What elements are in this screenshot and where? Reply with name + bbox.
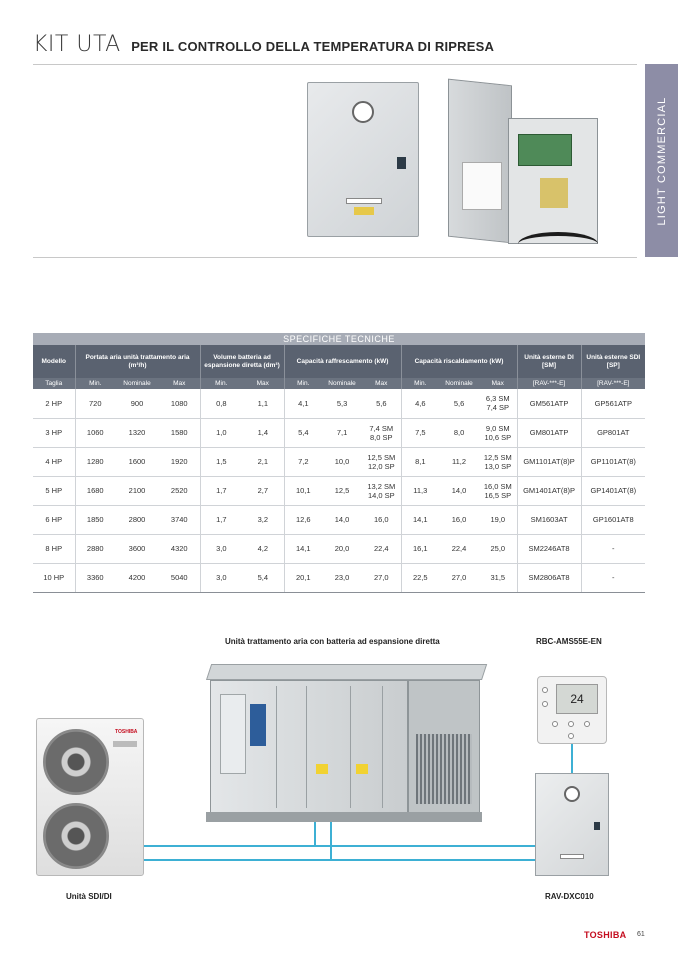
ahu-caption: Unità trattamento aria con batteria ad espansione diretta <box>225 637 440 646</box>
table-cell-c-max: 7,4 SM 8,0 SP <box>362 418 401 447</box>
box-door <box>448 79 512 244</box>
table-cell-sdi: GP1101AT(8) <box>581 447 645 476</box>
remote-button-icon <box>552 721 558 727</box>
remote-button-icon <box>584 721 590 727</box>
table-cell-v-min: 3,0 <box>200 563 242 592</box>
table-cell-p-nom: 2100 <box>115 476 159 505</box>
footer-brand-logo: TOSHIBA <box>584 930 627 940</box>
air-handling-unit-image <box>206 664 482 826</box>
table-cell-c-min: 20,1 <box>284 563 322 592</box>
table-cell-h-max: 9,0 SM 10,6 SP <box>479 418 517 447</box>
table-cell-di: GM561ATP <box>517 389 581 418</box>
col-unita-sdi-code: [RAV-***-E] <box>581 378 645 389</box>
table-cell-p-max: 1080 <box>159 389 200 418</box>
col-risc-min: Min. <box>401 378 439 389</box>
specs-table-caption: SPECIFICHE TECNICHE <box>33 333 645 345</box>
table-cell-h-min: 7,5 <box>401 418 439 447</box>
box-lock-icon <box>397 157 406 169</box>
ahu-panel-line <box>350 686 351 808</box>
table-cell-p-min: 3360 <box>75 563 115 592</box>
table-cell-v-max: 2,7 <box>242 476 284 505</box>
box-warning-sticker <box>354 207 374 215</box>
ahu-inspection-window <box>220 694 246 774</box>
box-circuit-board <box>518 134 572 166</box>
table-cell-c-nom: 10,0 <box>322 447 362 476</box>
table-cell-sdi: GP1401AT(8) <box>581 476 645 505</box>
fan-icon <box>43 729 109 795</box>
table-row <box>33 563 645 592</box>
specs-table <box>33 333 645 593</box>
table-cell-v-min: 1,7 <box>200 505 242 534</box>
table-cell-h-max: 6,3 SM 7,4 SP <box>479 389 517 418</box>
table-cell-h-max: 19,0 <box>479 505 517 534</box>
col-raff-max: Max <box>362 378 401 389</box>
col-group-volume: Volume batteria ad espansione diretta (dm³) <box>200 345 284 378</box>
table-cell-di: GM801ATP <box>517 418 581 447</box>
control-box-open-image <box>448 82 600 257</box>
remote-display: 24 <box>556 684 598 714</box>
table-cell-c-min: 4,1 <box>284 389 322 418</box>
controller-caption: RAV-DXC010 <box>545 892 594 901</box>
page-number: 61 <box>637 931 645 938</box>
box-nameplate <box>560 854 584 859</box>
col-unita-di-code: [RAV-***-E] <box>517 378 581 389</box>
col-portata-nominale: Nominale <box>115 378 159 389</box>
table-cell-c-nom: 5,3 <box>322 389 362 418</box>
ahu-panel-line <box>306 686 307 808</box>
table-cell-v-min: 0,8 <box>200 389 242 418</box>
table-cell-sdi: GP801AT <box>581 418 645 447</box>
col-volume-max: Max <box>242 378 284 389</box>
table-cell-h-nom: 5,6 <box>439 389 479 418</box>
warning-icon <box>316 764 328 774</box>
remote-button-icon <box>542 701 548 707</box>
ahu-panel-line <box>382 686 383 808</box>
col-raff-nominale: Nominale <box>322 378 362 389</box>
warning-icon <box>356 764 368 774</box>
table-cell-v-max: 5,4 <box>242 563 284 592</box>
remote-button-icon <box>568 721 574 727</box>
pipe-remote <box>571 744 573 774</box>
fan-icon <box>43 803 109 869</box>
table-cell-c-min: 5,4 <box>284 418 322 447</box>
table-cell-c-nom: 23,0 <box>322 563 362 592</box>
outdoor-unit-label <box>113 741 137 747</box>
table-cell-p-nom: 900 <box>115 389 159 418</box>
col-taglia: Taglia <box>33 378 75 389</box>
section-tab-label: LIGHT COMMERCIAL <box>655 95 668 226</box>
col-portata-max: Max <box>159 378 200 389</box>
ahu-coil <box>416 734 472 804</box>
box-logo-icon <box>352 101 374 123</box>
table-cell-h-nom: 14,0 <box>439 476 479 505</box>
table-cell-c-min: 12,6 <box>284 505 322 534</box>
table-cell-c-max: 13,2 SM 14,0 SP <box>362 476 401 505</box>
table-cell-sdi: GP1601AT8 <box>581 505 645 534</box>
col-group-raffrescamento: Capacità raffrescamento (kW) <box>284 345 401 378</box>
col-raff-min: Min. <box>284 378 322 389</box>
table-cell-c-max: 16,0 <box>362 505 401 534</box>
table-cell-taglia: 5 HP <box>33 476 75 505</box>
table-cell-di: GM1101AT(8)P <box>517 447 581 476</box>
ahu-panel-line <box>276 686 277 808</box>
table-cell-c-max: 22,4 <box>362 534 401 563</box>
table-cell-p-nom: 2800 <box>115 505 159 534</box>
table-cell-di: SM2246AT8 <box>517 534 581 563</box>
table-cell-h-max: 16,0 SM 16,5 SP <box>479 476 517 505</box>
table-cell-c-nom: 12,5 <box>322 476 362 505</box>
table-cell-h-nom: 8,0 <box>439 418 479 447</box>
remote-caption: RBC-AMS55E-EN <box>536 637 602 646</box>
table-cell-p-max: 5040 <box>159 563 200 592</box>
table-cell-v-max: 4,2 <box>242 534 284 563</box>
table-cell-h-min: 22,5 <box>401 563 439 592</box>
remote-button-icon <box>542 687 548 693</box>
table-cell-p-min: 1280 <box>75 447 115 476</box>
table-row <box>33 418 645 447</box>
table-cell-h-min: 16,1 <box>401 534 439 563</box>
section-tab <box>645 64 678 257</box>
table-cell-c-max: 27,0 <box>362 563 401 592</box>
col-risc-max: Max <box>479 378 517 389</box>
box-cable <box>518 232 598 256</box>
table-cell-p-min: 1850 <box>75 505 115 534</box>
table-cell-v-min: 1,7 <box>200 476 242 505</box>
table-cell-di: SM2806AT8 <box>517 563 581 592</box>
table-row <box>33 505 645 534</box>
table-cell-c-nom: 14,0 <box>322 505 362 534</box>
outdoor-unit-brand: TOSHIBA <box>115 729 138 735</box>
table-cell-sdi: - <box>581 563 645 592</box>
table-cell-p-max: 4320 <box>159 534 200 563</box>
table-cell-v-min: 1,0 <box>200 418 242 447</box>
col-portata-min: Min. <box>75 378 115 389</box>
col-group-modello: Modello <box>33 345 75 378</box>
controller-box-image <box>535 773 609 876</box>
ahu-blue-component <box>250 704 266 746</box>
table-cell-v-min: 1,5 <box>200 447 242 476</box>
col-group-riscaldamento: Capacità riscaldamento (kW) <box>401 345 517 378</box>
table-cell-p-nom: 1600 <box>115 447 159 476</box>
table-cell-p-min: 720 <box>75 389 115 418</box>
table-cell-p-min: 1680 <box>75 476 115 505</box>
table-cell-c-min: 10,1 <box>284 476 322 505</box>
table-cell-p-max: 2520 <box>159 476 200 505</box>
table-cell-h-min: 11,3 <box>401 476 439 505</box>
table-cell-c-max: 5,6 <box>362 389 401 418</box>
table-cell-p-nom: 3600 <box>115 534 159 563</box>
table-cell-h-nom: 22,4 <box>439 534 479 563</box>
table-cell-di: SM1603AT <box>517 505 581 534</box>
ahu-base <box>206 812 482 822</box>
table-cell-v-max: 2,1 <box>242 447 284 476</box>
table-cell-taglia: 3 HP <box>33 418 75 447</box>
pipe-lower <box>144 859 535 861</box>
table-cell-taglia: 8 HP <box>33 534 75 563</box>
table-cell-v-max: 1,4 <box>242 418 284 447</box>
table-cell-h-min: 8,1 <box>401 447 439 476</box>
table-cell-taglia: 10 HP <box>33 563 75 592</box>
title-main: KIT UTA <box>33 32 121 57</box>
divider-photos <box>33 257 637 258</box>
divider-top <box>33 64 637 65</box>
table-cell-h-min: 14,1 <box>401 505 439 534</box>
col-group-portata: Portata aria unità trattamento aria (m³/h) <box>75 345 200 378</box>
table-cell-h-nom: 16,0 <box>439 505 479 534</box>
table-cell-p-max: 1580 <box>159 418 200 447</box>
table-cell-p-nom: 4200 <box>115 563 159 592</box>
table-cell-c-nom: 7,1 <box>322 418 362 447</box>
outdoor-unit-caption: Unità SDI/DI <box>66 892 112 901</box>
table-row <box>33 534 645 563</box>
table-cell-p-min: 1060 <box>75 418 115 447</box>
remote-button-icon <box>568 733 574 739</box>
title-subtitle: PER IL CONTROLLO DELLA TEMPERATURA DI RIPRESA <box>131 39 495 54</box>
col-risc-nominale: Nominale <box>439 378 479 389</box>
outdoor-unit-image <box>36 718 144 876</box>
table-row <box>33 389 645 418</box>
table-cell-h-nom: 27,0 <box>439 563 479 592</box>
box-lock-icon <box>594 822 600 830</box>
table-cell-p-nom: 1320 <box>115 418 159 447</box>
page-title <box>33 32 494 57</box>
box-nameplate <box>346 198 382 204</box>
table-cell-taglia: 2 HP <box>33 389 75 418</box>
table-cell-c-nom: 20,0 <box>322 534 362 563</box>
table-cell-c-min: 7,2 <box>284 447 322 476</box>
table-cell-taglia: 4 HP <box>33 447 75 476</box>
col-group-unita-sdi: Unità esterne SDI [SP] <box>581 345 645 378</box>
table-cell-p-max: 1920 <box>159 447 200 476</box>
table-cell-h-min: 4,6 <box>401 389 439 418</box>
table-cell-h-max: 25,0 <box>479 534 517 563</box>
table-cell-sdi: GP561ATP <box>581 389 645 418</box>
table-cell-sdi: - <box>581 534 645 563</box>
table-cell-v-max: 3,2 <box>242 505 284 534</box>
table-cell-h-max: 12,5 SM 13,0 SP <box>479 447 517 476</box>
table-cell-di: GM1401AT(8)P <box>517 476 581 505</box>
pipe-upper <box>144 845 535 847</box>
table-cell-h-max: 31,5 <box>479 563 517 592</box>
table-cell-c-max: 12,5 SM 12,0 SP <box>362 447 401 476</box>
box-wiring-sheet <box>462 162 502 210</box>
table-cell-h-nom: 11,2 <box>439 447 479 476</box>
control-box-closed-image <box>307 82 419 237</box>
table-row <box>33 447 645 476</box>
box-terminal-block <box>540 178 568 208</box>
table-row <box>33 476 645 505</box>
ahu-top <box>206 664 487 680</box>
table-cell-c-min: 14,1 <box>284 534 322 563</box>
box-logo-icon <box>564 786 580 802</box>
table-cell-v-max: 1,1 <box>242 389 284 418</box>
col-group-unita-di: Unità esterne DI [SM] <box>517 345 581 378</box>
table-cell-v-min: 3,0 <box>200 534 242 563</box>
table-cell-p-max: 3740 <box>159 505 200 534</box>
col-volume-min: Min. <box>200 378 242 389</box>
table-cell-taglia: 6 HP <box>33 505 75 534</box>
table-cell-p-min: 2880 <box>75 534 115 563</box>
remote-controller-image <box>537 676 607 744</box>
